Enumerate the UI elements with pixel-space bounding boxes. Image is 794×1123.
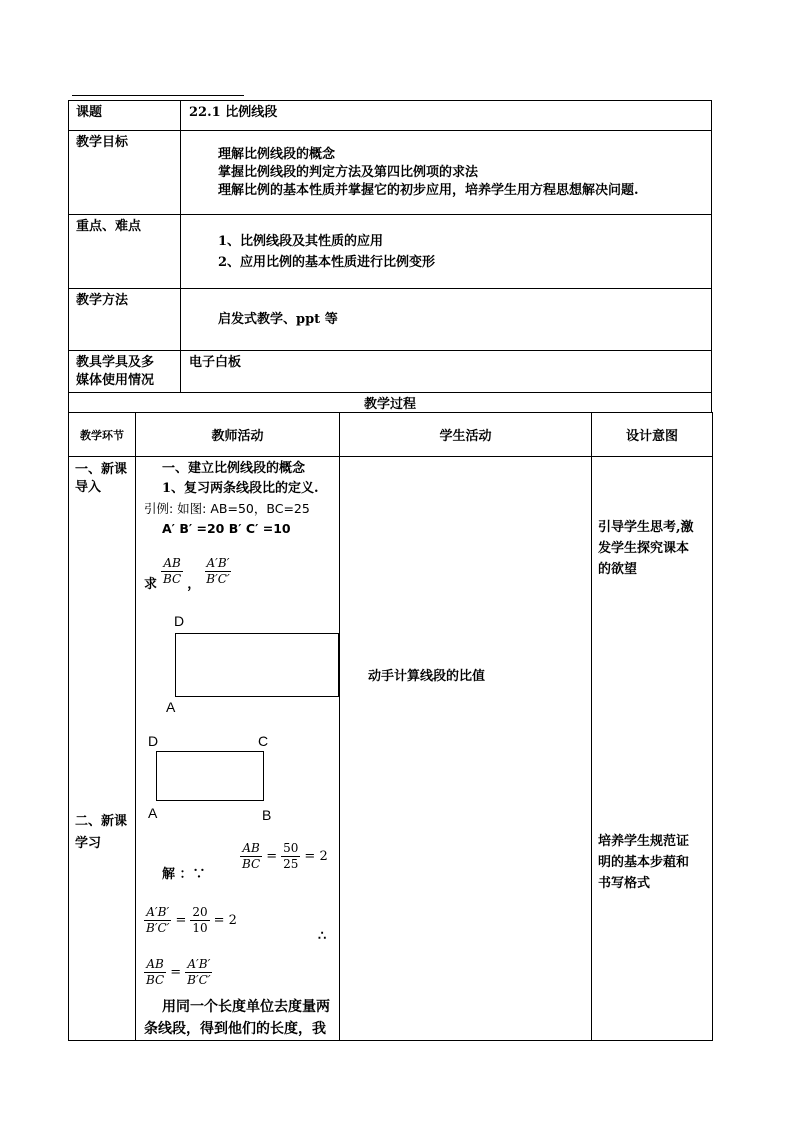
stage-new: 二、新课 学习: [75, 814, 128, 851]
topic-label: 课题: [69, 101, 181, 131]
teacher-para: 条线段，得到他们的长度，我: [144, 1021, 326, 1037]
therefore-symbol: ∴: [318, 929, 327, 944]
fraction-apbp-bpcp: $\frac{A'B'}{B'C'}$: [206, 555, 230, 586]
fraction-ab-bc: $\frac{AB}{BC}$: [163, 555, 182, 586]
teacher-line: A′ B′ =20 B′ C′ =10: [162, 521, 291, 536]
intent-new: 培养学生规范证 明的基本步蒩和 书写格式: [598, 834, 690, 891]
process-table: [68, 412, 713, 1041]
point-label: C: [258, 733, 269, 749]
key-list: [181, 215, 712, 289]
point-label: A: [166, 699, 176, 715]
solution-because: 解 ：∵: [162, 867, 206, 882]
method-label: 教学方法: [69, 289, 181, 351]
teacher-line: 1、复习两条线段比的定义.: [162, 481, 319, 496]
lesson-info-table: [68, 100, 712, 413]
media-value: 电子白板: [181, 351, 712, 393]
col-intent: 设计意图: [592, 413, 713, 457]
teacher-line: 引例: 如图: AB=50，BC=25: [144, 501, 310, 516]
ratio-question: 求 $\frac{AB}{BC}$ ， $\frac{A'B'}{B'C'}$: [144, 555, 230, 592]
equation-2: $\frac{A'B'}{B'C'}$ = $\frac{20}{10}$ = 2: [146, 905, 237, 935]
key-item: 1、比例线段及其性质的应用: [218, 234, 384, 249]
key-label: 重点、难点: [69, 215, 181, 289]
student-activity: 动手计算线段的比值: [368, 669, 486, 684]
equation-1: $\frac{AB}{BC}$ = $\frac{50}{25}$ = 2: [242, 841, 328, 871]
stage-intro: 一、新课 导入: [75, 462, 128, 495]
point-label: D: [148, 733, 159, 749]
point-label: B: [262, 807, 272, 823]
rectangle-apbpcpdp: [156, 751, 264, 801]
col-stage: 教学环节: [69, 413, 136, 457]
goal-item: 理解比例的基本性质并掌握它的初步应用，培养学生用方程思想解决问题.: [218, 183, 639, 198]
goal-list: [181, 131, 712, 215]
teacher-para: 用同一个长度单位去度量两: [162, 999, 330, 1015]
col-student: 学生活动: [340, 413, 592, 457]
header-rule: [72, 95, 244, 96]
process-title: 教学过程: [69, 393, 712, 413]
intent-cell: [592, 457, 713, 1041]
media-label: 教具学具及多 媒体使用情况: [69, 351, 181, 393]
student-cell: [340, 457, 592, 1041]
rectangle-abcd: [175, 633, 339, 697]
goal-item: 掌握比例线段的判定方法及第四比例项的求法: [218, 165, 479, 180]
topic-value: 22.1 比例线段: [181, 101, 712, 131]
stage-cell: [69, 457, 136, 1041]
teacher-line: 一、建立比例线段的概念: [162, 461, 306, 476]
col-teacher: 教师活动: [136, 413, 340, 457]
point-label: A: [148, 805, 158, 821]
goal-item: 理解比例线段的概念: [218, 147, 336, 162]
teacher-cell: [136, 457, 340, 1041]
goal-label: 教学目标: [69, 131, 181, 215]
point-label: D: [174, 613, 185, 629]
intent-intro: 引导学生思考,激 发学生探究课本 的欲望: [598, 520, 694, 577]
equation-3: $\frac{AB}{BC}$ = $\frac{A'B'}{B'C'}$: [146, 957, 211, 987]
key-item: 2、应用比例的基本性质进行比例变形: [218, 255, 436, 270]
method-value: 启发式教学、ppt 等: [218, 312, 338, 327]
